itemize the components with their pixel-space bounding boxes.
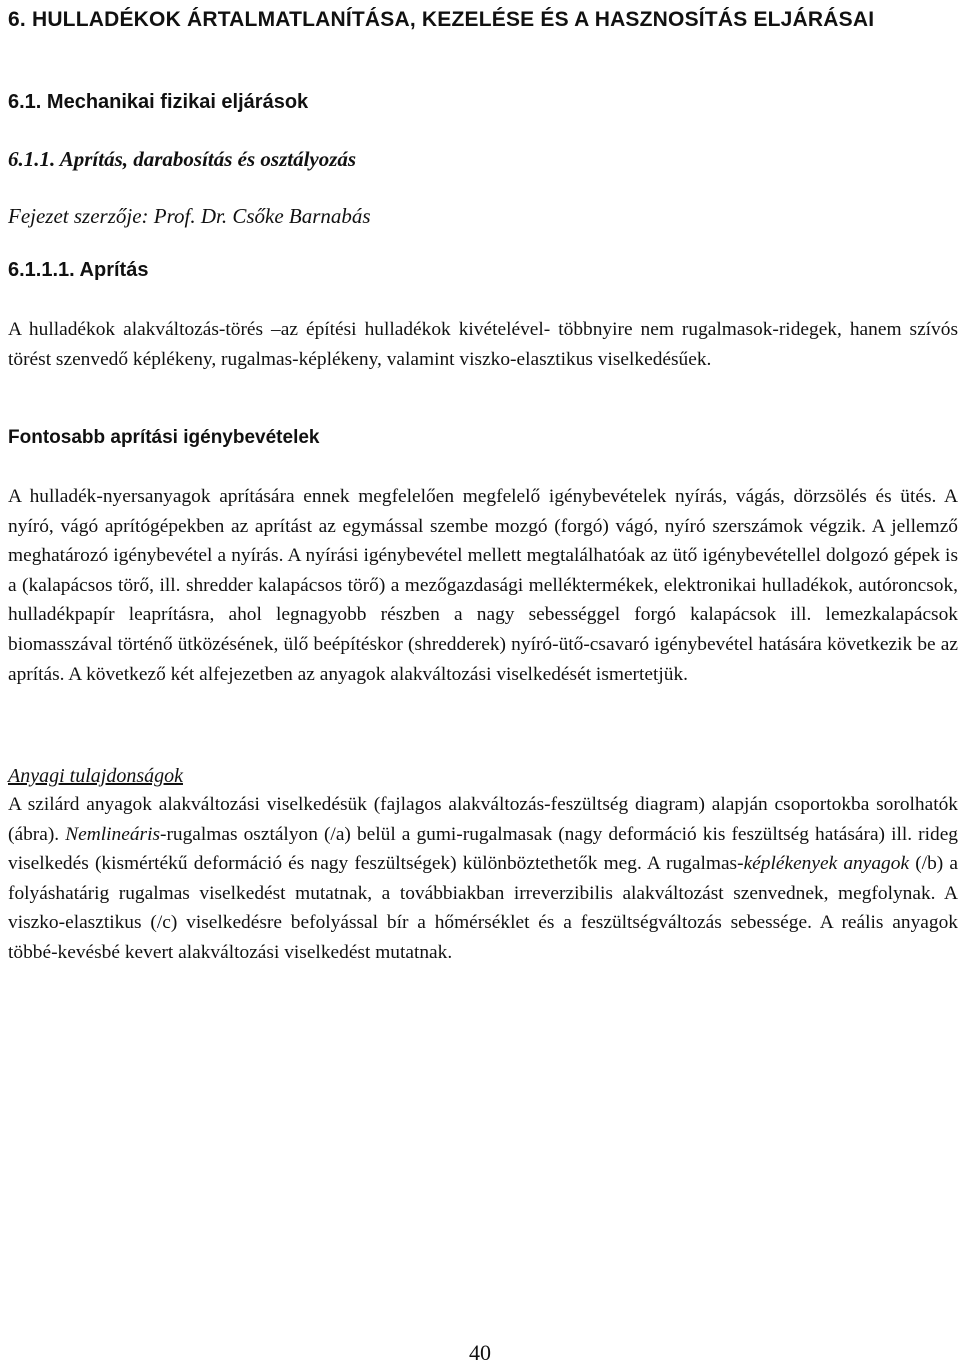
heading-anyagi-tulajdonsagok: Anyagi tulajdonságok bbox=[8, 765, 183, 787]
subsection-title: 6.1.1. Aprítás, darabosítás és osztályozás bbox=[8, 147, 357, 171]
para3-part1: A szilárd anyagok alakváltozási viselkedésük (fajlagos alakváltozás-feszültség diagram) alapján csoportokba sorolhatók (ábra). bbox=[8, 794, 958, 845]
page-number: 40 bbox=[469, 1340, 491, 1365]
section-title: 6.1. Mechanikai fizikai eljárások bbox=[8, 91, 309, 113]
intro-paragraph: A hulladékok alakváltozás-törés –az építési hulladékok kivételével- többnyire nem rugalmasok-ridegek, hanem szívós törést szenvedő képlékeny, rugalmas-képlékeny, valamint viszko-elasztikus viselkedésűek. bbox=[8, 319, 958, 370]
para3-italic-nemlinearis: Nemlineáris bbox=[65, 823, 160, 845]
subsubsection-title: 6.1.1.1. Aprítás bbox=[8, 259, 149, 281]
chapter-title: 6. HULLADÉKOK ÁRTALMATLANÍTÁSA, KEZELÉSE ÉS A HASZNOSÍTÁS ELJÁRÁSAI bbox=[8, 8, 875, 31]
para3-part2: -rugalmas osztályon (/a) belül a gumi-rugalmasak (nagy deformáció kis feszültség hatására) ill. rideg viselkedés (kismértékű deformáció és nagy feszültségek) különböztethetők meg. A rugalmas- bbox=[8, 823, 958, 875]
para3-part3: (/b) a folyáshatárig rugalmas viselkedést mutatnak, a továbbiakban irreverzibilis alakváltozást szenvednek, megfolynak. A viszko-elasztikus (/c) viselkedésre befolyással bír a hőmérséklet és a feszültségváltozás sebessége. A reális anyagok többé-kevésbé kevert alakváltozási viselkedést mutatnak. bbox=[8, 853, 958, 963]
paragraph-anyagi bbox=[8, 790, 958, 968]
para3-italic-kepleknyek: képlékenyek anyagok bbox=[743, 853, 910, 875]
heading-fontosabb: Fontosabb aprítási igénybevételek bbox=[8, 427, 320, 448]
author-line: Fejezet szerzője: Prof. Dr. Csőke Barnabás bbox=[8, 204, 371, 228]
paragraph-igenybevetel: A hulladék-nyersanyagok aprítására ennek megfelelően megfelelő igénybevételek nyírás, vágás, dörzsölés és ütés. A nyíró, vágó aprítógépekben az aprítást az egymással szembe mozgó (forgó) vágó, nyíró szerszámok végzik. A jellemző meghatározó igénybevétel a nyírás. A nyírási igénybevétel mellett megtalálhatóak az ütő igénybevétellel dolgozó gépek is a (kalapácsos törő, ill. shredder kalapácsos törő) a mezőgazdasági melléktermékek, elektronikai hulladékok, autóroncsok, hulladékpapír leaprításra, ahol legnagyobb részben a nagy sebességgel forgó kalapácsok ill. lemezkalapácsok biomasszával történő ütközésének, ülő beépítéskor (shredderek) nyíró-ütő-csavaró igénybevétel hatására következik be az aprítás. A következő két alfejezetben az anyagok alakváltozási viselkedését ismertetjük. bbox=[8, 486, 958, 685]
